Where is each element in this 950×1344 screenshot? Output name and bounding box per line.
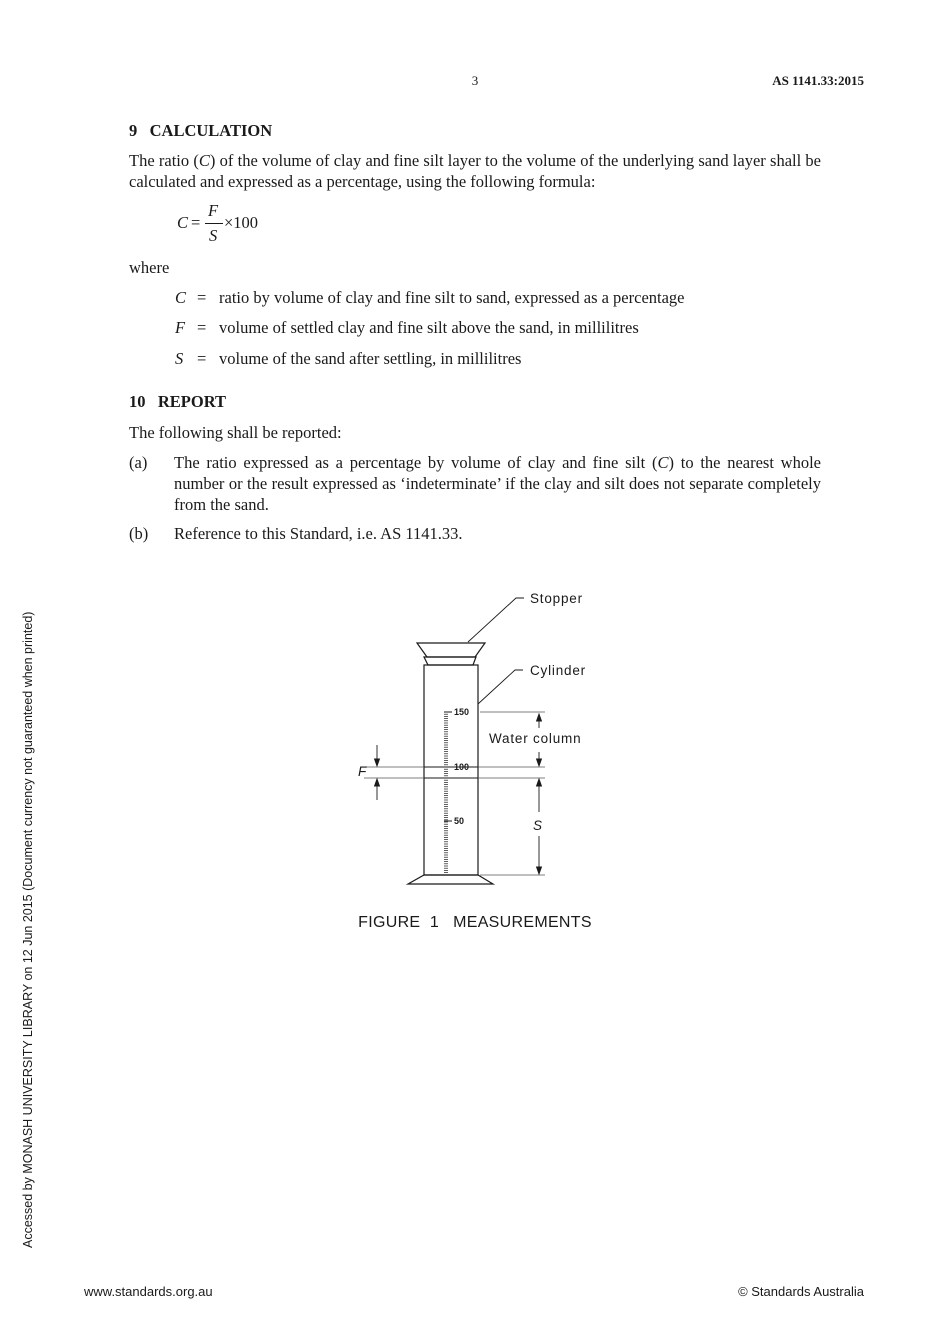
figure-caption-number: FIGURE 1	[358, 914, 440, 931]
s-arrow-top-head	[537, 779, 542, 786]
section-10-intro: The following shall be reported:	[129, 423, 342, 442]
definition-symbol: F	[175, 318, 186, 337]
s-arrow-bottom-head	[537, 867, 542, 874]
definition-symbol: S	[175, 349, 184, 368]
section-10-heading	[129, 392, 226, 412]
formula-times: ×100	[224, 213, 259, 232]
definition-c	[175, 288, 685, 308]
section-9-number: 9	[129, 121, 138, 140]
s-label: S	[533, 818, 543, 833]
water-arrow-top-head	[537, 714, 542, 721]
formula-equals: =	[191, 213, 201, 232]
formula-lhs: C	[177, 213, 189, 232]
footer-url[interactable]: www.standards.org.au	[84, 1284, 213, 1299]
list-item-a	[129, 452, 821, 515]
section-9-title: CALCULATION	[149, 121, 273, 140]
definition-text: volume of settled clay and fine silt above the sand, in millilitres	[219, 318, 639, 337]
definition-equals: =	[197, 318, 207, 337]
cylinder-leader	[478, 670, 523, 704]
stopper-bottom	[424, 657, 476, 665]
list-text-part2: ) to the nearest whole number or the result expressed as ‘indeterminate’ if the clay and silt does not separate completely from the sand.	[174, 453, 822, 514]
list-text-part1: The ratio expressed as a percentage by volume of clay and fine silt (	[174, 453, 658, 472]
para-text-1: The ratio (	[129, 151, 199, 170]
definition-s	[175, 349, 521, 369]
formula	[177, 203, 297, 245]
page-number: 3	[471, 73, 479, 88]
f-label: F	[358, 764, 367, 779]
section-9-paragraph	[129, 150, 821, 192]
definition-equals: =	[197, 288, 207, 307]
definition-equals: =	[197, 349, 207, 368]
cylinder-body	[424, 665, 478, 875]
cylinder-label: Cylinder	[530, 663, 586, 678]
where-label: where	[129, 258, 170, 277]
para-symbol-c: C	[198, 151, 210, 170]
figure-caption	[0, 914, 950, 932]
section-10-title: REPORT	[157, 392, 227, 411]
list-text-part1: Reference to this Standard, i.e. AS 1141.33.	[174, 524, 463, 543]
water-column-label: Water column	[489, 731, 582, 746]
stopper-label: Stopper	[530, 591, 583, 606]
stopper-top	[417, 643, 485, 657]
fraction-bar	[205, 223, 223, 224]
definition-symbol: C	[175, 288, 187, 307]
cylinder-base	[408, 875, 493, 884]
list-item-label: (b)	[129, 524, 149, 543]
footer-copyright: © Standards Australia	[738, 1284, 864, 1299]
list-item-text	[174, 523, 821, 544]
list-symbol-c: C	[657, 453, 669, 472]
definition-text: volume of the sand after settling, in millilitres	[219, 349, 522, 368]
f-arrow-bottom-head	[375, 779, 380, 786]
scale-100: 100	[454, 762, 470, 772]
standard-code: AS 1141.33:2015	[772, 73, 864, 88]
definition-text: ratio by volume of clay and fine silt to sand, expressed as a percentage	[219, 288, 685, 307]
list-item-label: (a)	[129, 453, 148, 472]
water-arrow-bottom-head	[537, 759, 542, 766]
stopper-leader	[468, 598, 524, 642]
measurements-figure	[340, 580, 610, 890]
formula-numerator: F	[208, 201, 219, 220]
definition-f	[175, 318, 639, 338]
scale-150: 150	[454, 707, 470, 717]
section-10-number: 10	[129, 392, 146, 411]
section-9-heading	[129, 121, 272, 141]
list-item-b	[129, 523, 821, 544]
scale-50: 50	[454, 816, 465, 826]
formula-denominator: S	[209, 226, 218, 245]
access-watermark: Accessed by MONASH UNIVERSITY LIBRARY on 12 Jun 2015 (Document currency not guaranteed when printed)	[21, 611, 35, 1248]
figure-caption-title: MEASUREMENTS	[453, 914, 592, 931]
para-text-2: ) of the volume of clay and fine silt layer to the volume of the underlying sand layer shall be calculated and expressed as a percentage, using the following formula:	[129, 151, 821, 191]
f-arrow-top-head	[375, 759, 380, 766]
list-item-text	[174, 452, 821, 515]
